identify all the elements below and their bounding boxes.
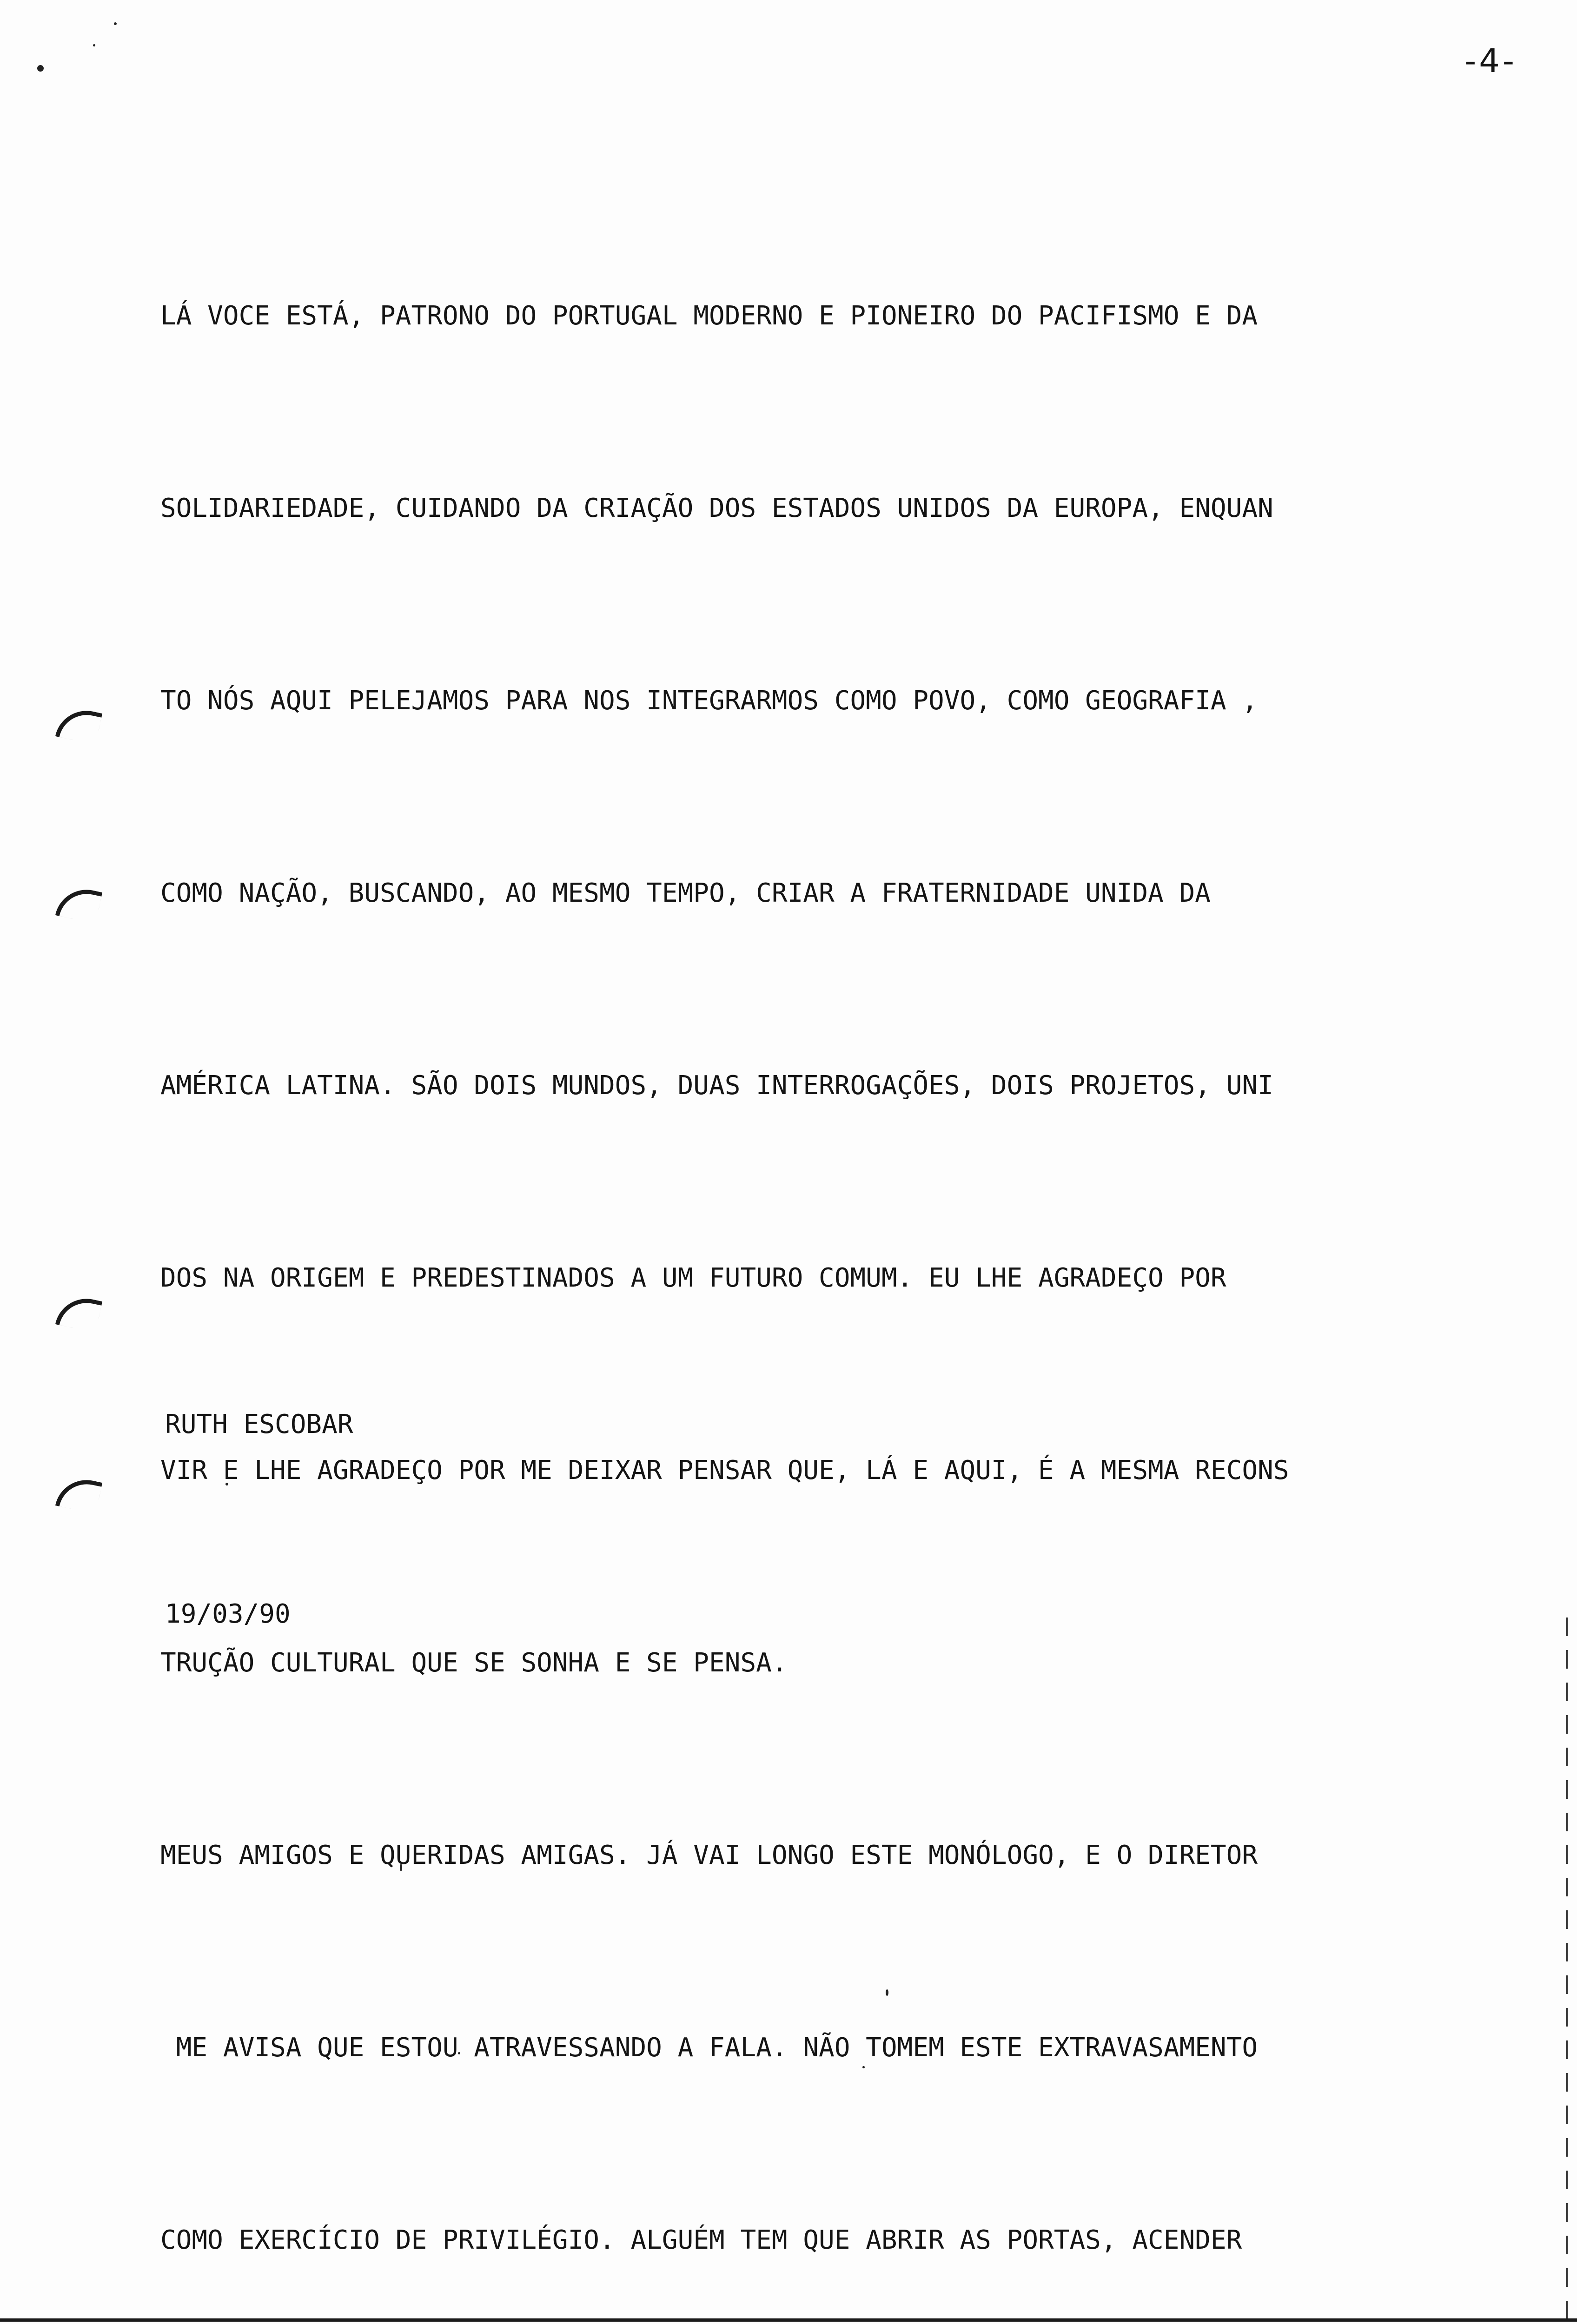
binder-hole-mark — [55, 1474, 102, 1514]
ink-speck — [114, 22, 117, 25]
text-line: COMO NAÇÃO, BUSCANDO, AO MESMO TEMPO, CRIAR A FRATERNIDADE UNIDA DA — [160, 878, 1211, 908]
text-line: DOS NA ORIGEM E PREDESTINADOS A UM FUTURO COMUM. EU LHE AGRADEÇO POR — [160, 1263, 1226, 1293]
page-bottom-rule — [0, 2318, 1577, 2322]
text-line: ME AVISA QUE ESTOU ATRAVESSANDO A FALA. NÃO TOMEM ESTE EXTRAVASAMENTO — [160, 2033, 1258, 2063]
scan-edge-mark — [1566, 1618, 1568, 2319]
text-line: MEUS AMIGOS E QUERIDAS AMIGAS. JÁ VAI LONGO ESTE MONÓLOGO, E O DIRETOR — [160, 1840, 1258, 1870]
text-line: TRUÇÃO CULTURAL QUE SE SONHA E SE PENSA. — [160, 1648, 788, 1678]
text-line: AMÉRICA LATINA. SÃO DOIS MUNDOS, DUAS INTERROGAÇÕES, DOIS PROJETOS, UNI — [160, 1070, 1273, 1101]
ink-speck — [37, 65, 44, 72]
author-name: RUTH ESCOBAR — [165, 1409, 353, 1439]
page-number: -4- — [1464, 42, 1517, 80]
text-line: LÁ VOCE ESTÁ, PATRONO DO PORTUGAL MODERNO E PIONEIRO DO PACIFISMO E DA — [160, 301, 1258, 331]
letter-body — [160, 156, 1532, 2324]
signature-block — [165, 1267, 353, 1772]
binder-hole-mark — [55, 1293, 102, 1333]
signature-date: 19/03/90 — [165, 1599, 291, 1629]
text-line: SOLIDARIEDADE, CUIDANDO DA CRIAÇÃO DOS ESTADOS UNIDOS DA EUROPA, ENQUAN — [160, 493, 1273, 523]
text-line: VIR E LHE AGRADEÇO POR ME DEIXAR PENSAR QUE, LÁ E AQUI, É A MESMA RECONS — [160, 1455, 1289, 1486]
text-line: TO NÓS AQUI PELEJAMOS PARA NOS INTEGRARMOS COMO POVO, COMO GEOGRAFIA , — [160, 686, 1258, 716]
binder-hole-mark — [55, 884, 102, 924]
binder-hole-mark — [55, 705, 102, 745]
text-line: COMO EXERCÍCIO DE PRIVILÉGIO. ALGUÉM TEM QUE ABRIR AS PORTAS, ACENDER — [160, 2225, 1242, 2255]
ink-speck — [93, 44, 95, 46]
